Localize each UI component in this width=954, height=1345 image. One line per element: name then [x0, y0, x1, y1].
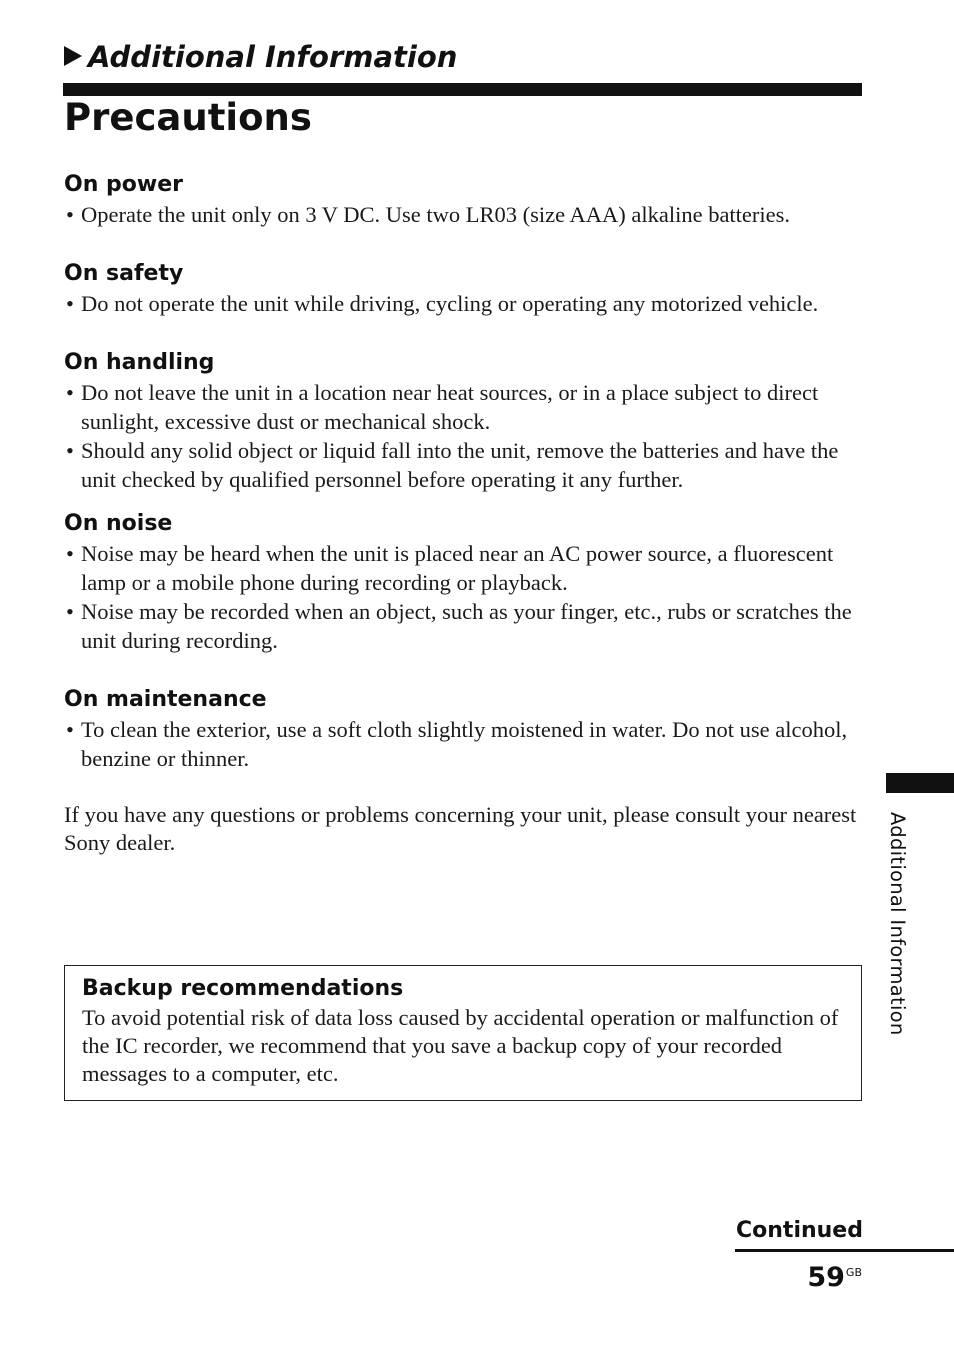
- section-on-maintenance: [64, 685, 864, 773]
- section-on-noise: [64, 509, 864, 655]
- bullet-list: [64, 289, 864, 318]
- side-tab-label: Additional Information: [886, 812, 909, 1036]
- list-item: [64, 378, 864, 436]
- bullet-list: [64, 200, 864, 229]
- bullet-icon: •: [66, 599, 74, 624]
- footer-divider: [735, 1249, 954, 1252]
- list-item-text: Operate the unit only on 3 V DC. Use two LR03 (size AAA) alkaline batteries.: [81, 202, 791, 227]
- list-item-text: Do not leave the unit in a location near heat sources, or in a place subject to direct sunlight, excessive dust or mechanical shock.: [81, 380, 819, 434]
- section-heading: On power: [64, 172, 183, 197]
- page-number-suffix: GB: [845, 1266, 862, 1279]
- bullet-list: [64, 539, 864, 655]
- section-heading: On maintenance: [64, 687, 267, 712]
- section-heading: On noise: [64, 511, 173, 536]
- bullet-icon: •: [66, 291, 74, 316]
- chapter-label: Additional Information: [88, 40, 458, 74]
- list-item-text: Do not operate the unit while driving, cycling or operating any motorized vehicle.: [81, 291, 819, 316]
- backup-recommendations-box: [64, 965, 862, 1101]
- bullet-icon: •: [66, 380, 74, 405]
- bullet-icon: •: [66, 541, 74, 566]
- box-heading: Backup recommendations: [82, 976, 404, 1001]
- bullet-icon: •: [66, 438, 74, 463]
- section-heading: On handling: [64, 350, 215, 375]
- main-content: [64, 170, 864, 857]
- list-item: [64, 436, 864, 494]
- section-on-safety: [64, 259, 864, 318]
- page-title: Precautions: [64, 96, 312, 139]
- bullet-icon: •: [66, 717, 74, 742]
- page-number-value: 59: [807, 1262, 845, 1293]
- list-item-text: To clean the exterior, use a soft cloth slightly moistened in water. Do not use alcohol, benzine or thinner.: [81, 717, 848, 771]
- bullet-list: [64, 715, 864, 773]
- side-tab-marker: [886, 773, 954, 793]
- list-item-text: Noise may be heard when the unit is placed near an AC power source, a fluorescent lamp or a mobile phone during recording or playback.: [81, 541, 834, 595]
- title-divider-bar: [63, 83, 862, 96]
- closing-paragraph: If you have any questions or problems concerning your unit, please consult your nearest Sony dealer.: [64, 802, 857, 855]
- bullet-list: [64, 378, 864, 494]
- list-item-text: Noise may be recorded when an object, such as your finger, etc., rubs or scratches the unit during recording.: [81, 599, 852, 653]
- list-item-text: Should any solid object or liquid fall into the unit, remove the batteries and have the unit checked by qualified personnel before operating it any further.: [81, 438, 839, 492]
- list-item: [64, 539, 864, 597]
- list-item: [64, 200, 864, 229]
- box-text: To avoid potential risk of data loss caused by accidental operation or malfunction of the IC recorder, we recommend that you save a backup copy of your recorded messages to a computer, etc.: [82, 1005, 839, 1086]
- triangle-arrow-icon: [64, 46, 82, 66]
- list-item: [64, 289, 864, 318]
- list-item: [64, 715, 864, 773]
- section-on-power: [64, 170, 864, 229]
- bullet-icon: •: [66, 202, 74, 227]
- section-heading: On safety: [64, 261, 184, 286]
- chapter-header: [64, 40, 457, 74]
- continued-label: Continued: [736, 1218, 863, 1243]
- section-on-handling: [64, 348, 864, 494]
- page-number: [807, 1262, 862, 1293]
- list-item: [64, 597, 864, 655]
